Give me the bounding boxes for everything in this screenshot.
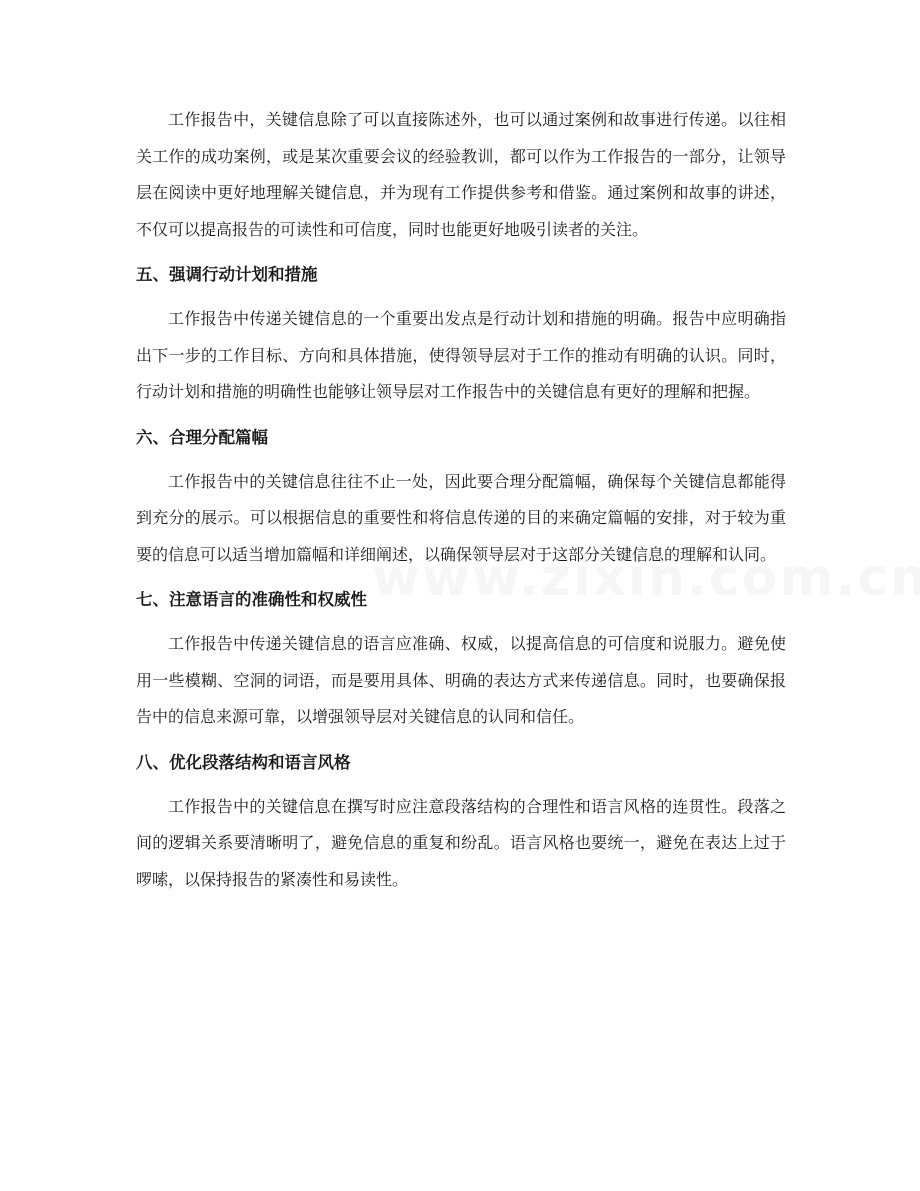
section-heading: 八、优化段落结构和语言风格 <box>136 752 351 772</box>
section-7 <box>136 582 786 736</box>
section-paragraph: 工作报告中的关键信息在撰写时应注意段落结构的合理性和语言风格的连贯性。段落之间的逻辑关系要清晰明了，避免信息的重复和纷乱。语言风格也要统一，避免在表达上过于啰嗦，以保持报告的紧凑性和易读性。 <box>136 796 786 889</box>
section-8 <box>136 745 786 899</box>
section-heading: 七、注意语言的准确性和权威性 <box>136 590 367 609</box>
section-5 <box>136 257 786 411</box>
section-heading: 六、合理分配篇幅 <box>136 427 268 447</box>
section-paragraph: 工作报告中传递关键信息的一个重要出发点是行动计划和措施的明确。报告中应明确指出下一步的工作目标、方向和具体措施，使得领导层对于工作的推动有明确的认识。同时，行动计划和措施的明确性也能够让领导层对工作报告中的关键信息有更好的理解和把握。 <box>136 309 786 401</box>
document-body <box>136 102 786 898</box>
section-paragraph: 工作报告中传递关键信息的语言应准确、权威，以提高信息的可信度和说服力。避免使用一些模糊、空洞的词语，而是要用具体、明确的表达方式来传递信息。同时，也要确保报告中的信息来源可靠，以增强领导层对关键信息的认同和信任。 <box>136 634 786 726</box>
section-heading: 五、强调行动计划和措施 <box>136 265 318 284</box>
section-6 <box>136 420 786 574</box>
section-paragraph: 工作报告中的关键信息往往不止一处，因此要合理分配篇幅，确保每个关键信息都能得到充分的展示。可以根据信息的重要性和将信息传递的目的来确定篇幅的安排，对于较为重要的信息可以适当增加篇幅和详细阐述，以确保领导层对于这部分关键信息的理解和认同。 <box>136 471 786 564</box>
intro-paragraph: 工作报告中，关键信息除了可以直接陈述外，也可以通过案例和故事进行传递。以往相关工作的成功案例，或是某次重要会议的经验教训，都可以作为工作报告的一部分，让领导层在阅读中更好地理解关键信息，并为现有工作提供参考和借鉴。通过案例和故事的讲述，不仅可以提高报告的可读性和可信度，同时也能更好地吸引读者的关注。 <box>136 110 786 239</box>
